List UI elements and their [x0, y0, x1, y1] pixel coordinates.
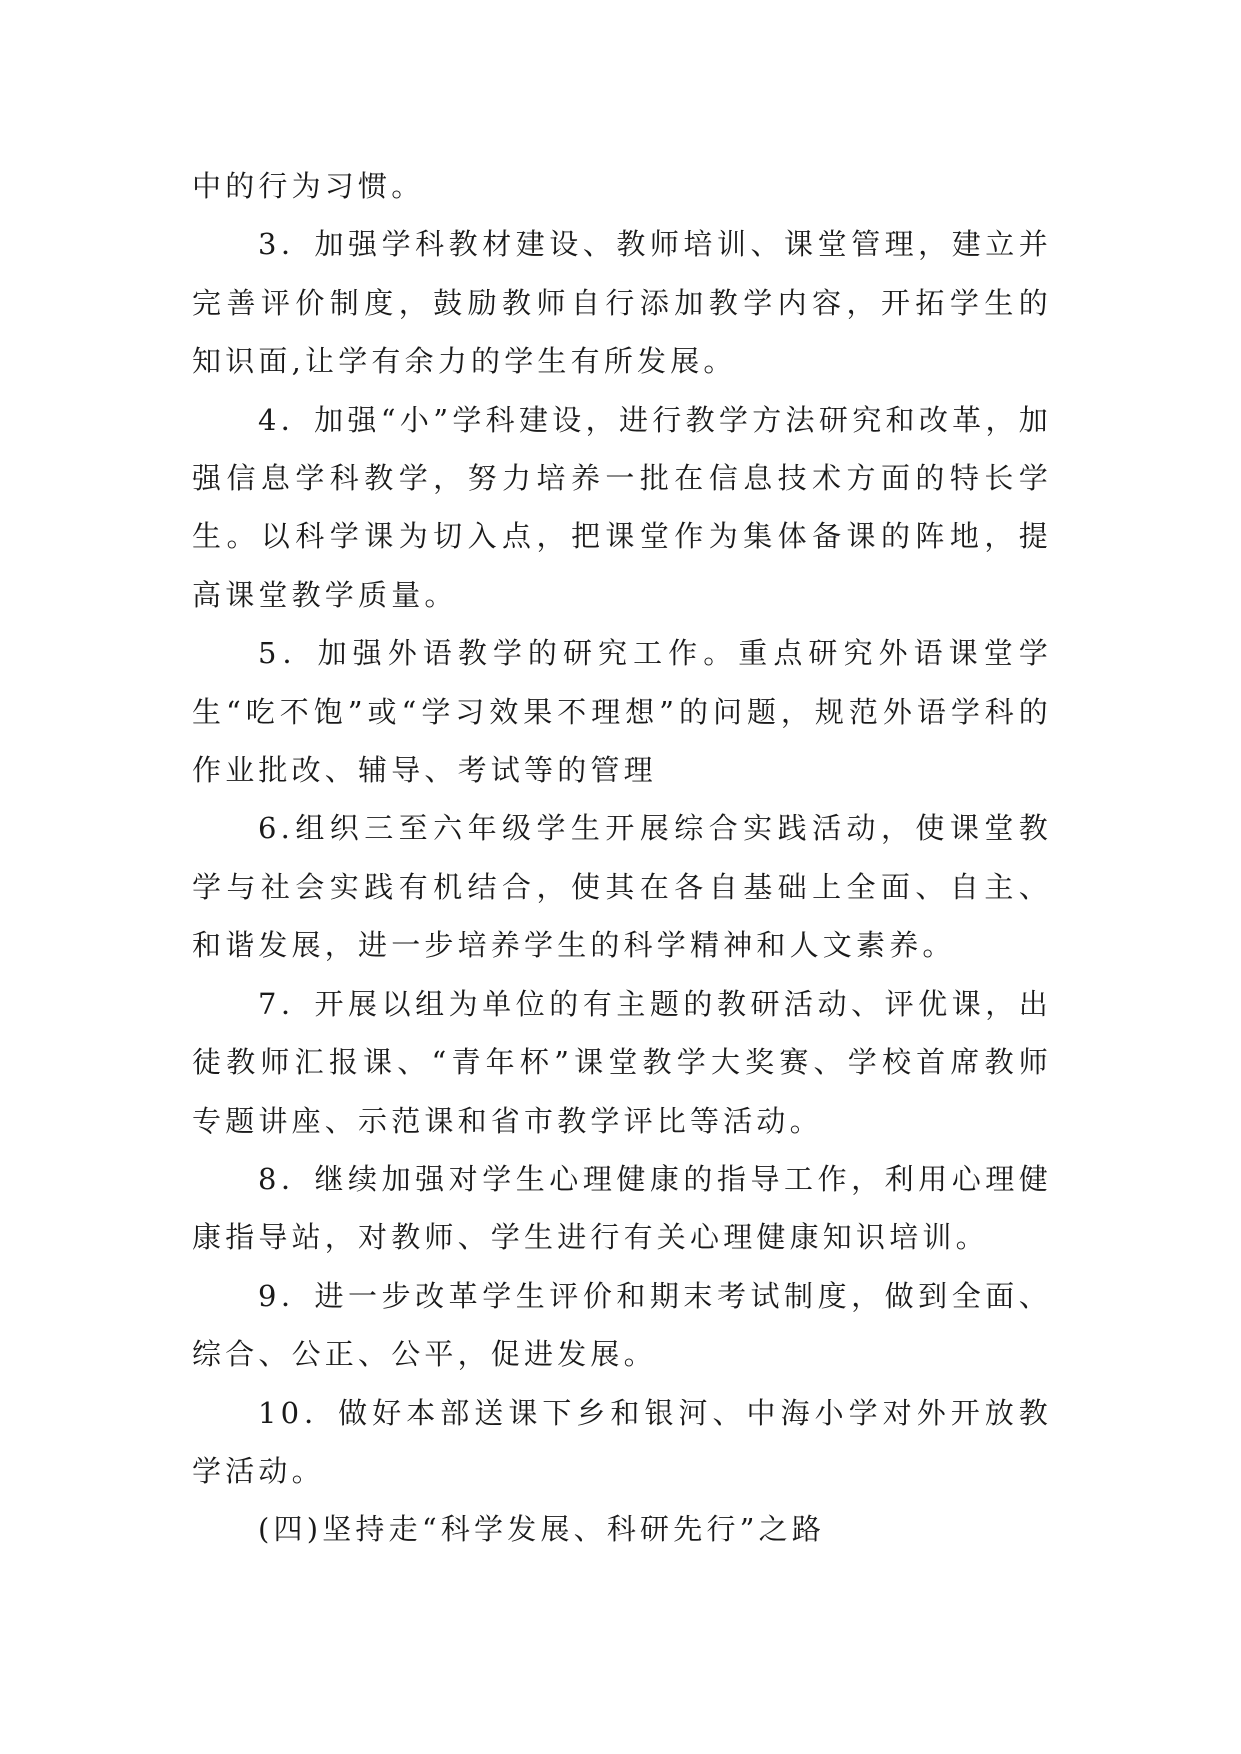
- paragraph-item-3: 3．加强学科教材建设、教师培训、课堂管理，建立并完善评价制度，鼓励教师自行添加教学内容，开拓学生的知识面,让学有余力的学生有所发展。: [192, 227, 1052, 379]
- paragraph-item-10: 10．做好本部送课下乡和银河、中海小学对外开放教学活动。: [192, 1395, 1052, 1488]
- paragraph-item-5: 5．加强外语教学的研究工作。重点研究外语课堂学生“吃不饱”或“学习效果不理想”的问题，规范外语学科的作业批改、辅导、考试等的管理: [192, 636, 1052, 788]
- paragraph-continuation: 中的行为习惯。: [192, 169, 425, 203]
- paragraph-item-8: 8．继续加强对学生心理健康的指导工作，利用心理健康指导站，对教师、学生进行有关心理健康知识培训。: [192, 1161, 1052, 1255]
- paragraph-item-7: 7．开展以组为单位的有主题的教研活动、评优课，出徒教师汇报课、“青年杯”课堂教学大奖赛、学校首席教师专题讲座、示范课和省市教学评比等活动。: [192, 986, 1052, 1138]
- paragraph-item-9: 9．进一步改革学生评价和期末考试制度，做到全面、综合、公正、公平，促进发展。: [192, 1278, 1052, 1372]
- paragraph-item-4: 4．加强“小”学科建设，进行教学方法研究和改革，加强信息学科教学，努力培养一批在信息技术方面的特长学生。以科学课为切入点，把课堂作为集体备课的阵地，提高课堂教学质量。: [192, 402, 1052, 612]
- paragraph-item-6: 6.组织三至六年级学生开展综合实践活动，使课堂教学与社会实践有机结合，使其在各自基础上全面、自主、和谐发展，进一步培养学生的科学精神和人文素养。: [192, 811, 1052, 963]
- section-heading-4: (四)坚持走“科学发展、科研先行”之路: [258, 1512, 826, 1547]
- document-body: [192, 157, 1052, 1559]
